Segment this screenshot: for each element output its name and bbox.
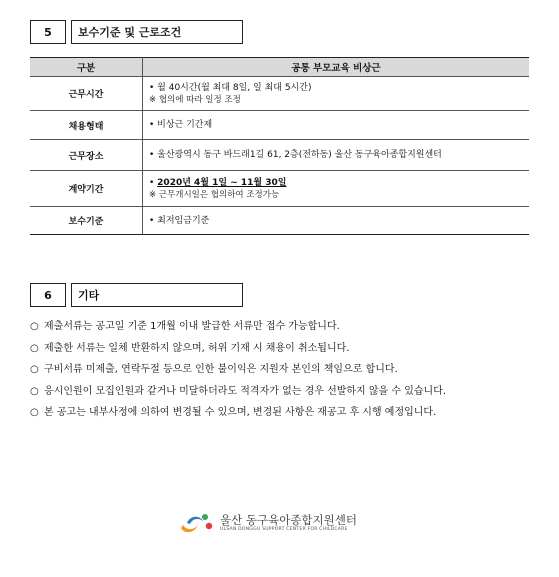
pay-standard-text: • 최저임금기준 [149, 215, 210, 226]
row-label: 계약기간 [30, 171, 143, 207]
row-value [143, 111, 530, 140]
header-position: 공통 부모교육 비상근 [143, 58, 530, 77]
logo-text [220, 514, 357, 533]
list-item [30, 359, 446, 381]
circle-marker: ○ [30, 385, 39, 397]
work-hours-text: • 월 40시간(월 최대 8일, 일 최대 5시간) [149, 82, 312, 93]
contract-period-note: ※ 근무개시일은 협의하여 조정가능 [149, 189, 280, 200]
logo-korean-name: 울산 동구육아종합지원센터 [220, 512, 357, 527]
list-item [30, 316, 446, 338]
section-6-header [30, 283, 243, 307]
section-5-title: 보수기준 및 근로조건 [71, 20, 243, 44]
row-value [143, 140, 530, 171]
header-category: 구분 [30, 58, 143, 77]
section-6-title: 기타 [71, 283, 243, 307]
logo-blue-swoosh [187, 517, 203, 524]
working-conditions-table [30, 57, 529, 235]
row-label: 채용형태 [30, 111, 143, 140]
logo-orange-swoosh [181, 525, 198, 532]
logo-green-dot [202, 514, 208, 520]
table-row [30, 207, 529, 235]
row-label: 근무시간 [30, 77, 143, 111]
section-5-number: 5 [30, 20, 66, 44]
contract-bullet: • [149, 177, 158, 188]
list-item-text: 응시인원이 모집인원과 같거나 미달하더라도 적격자가 없는 경우 선발하지 않을 수 있습니다. [44, 385, 447, 397]
list-item-text: 본 공고는 내부사정에 의하여 변경될 수 있으며, 변경된 사항은 재공고 후 시행 예정입니다. [44, 407, 437, 418]
work-hours-note: ※ 협의에 따라 일정 조정 [149, 94, 241, 105]
table-row [30, 77, 529, 111]
circle-marker: ○ [30, 321, 39, 332]
list-item-text: 제출서류는 공고일 기준 1개월 이내 발급한 서류만 접수 가능합니다. [44, 321, 340, 332]
list-item [30, 338, 446, 360]
row-value [143, 171, 530, 207]
row-label: 근무장소 [30, 140, 143, 171]
row-value [143, 77, 530, 111]
circle-marker: ○ [30, 364, 39, 375]
section-5-header [30, 20, 243, 44]
table-header-row [30, 58, 529, 77]
logo-red-dot [206, 523, 212, 529]
list-item-text: 구비서류 미제출, 연락두절 등으로 인한 불이익은 지원자 본인의 책임으로 합니다. [44, 364, 398, 375]
circle-marker: ○ [30, 407, 39, 418]
circle-marker: ○ [30, 342, 39, 354]
table-row [30, 111, 529, 140]
table-row [30, 140, 529, 171]
contract-period-line [149, 177, 529, 189]
center-logo [178, 511, 357, 535]
row-label: 보수기준 [30, 207, 143, 235]
work-location-text: • 울산광역시 동구 바드래1길 61, 2층(전하동) 울산 동구육아종합지원센터 [149, 150, 442, 160]
section-6-number: 6 [30, 283, 66, 307]
other-notices-list [30, 316, 446, 424]
table-row [30, 171, 529, 207]
list-item [30, 381, 446, 403]
list-item-text: 제출한 서류는 일체 반환하지 않으며, 허위 기재 시 채용이 취소됩니다. [44, 342, 350, 354]
contract-period-text: 2020년 4월 1일 ~ 11월 30일 [157, 177, 287, 188]
childcare-center-logo-icon [178, 511, 214, 535]
list-item [30, 402, 446, 424]
logo-english-name: ULSAN DONGGU SUPPORT CENTER FOR CHILDCARE [220, 526, 348, 532]
row-value [143, 207, 530, 235]
employment-type-text: • 비상근 기간제 [149, 120, 213, 130]
